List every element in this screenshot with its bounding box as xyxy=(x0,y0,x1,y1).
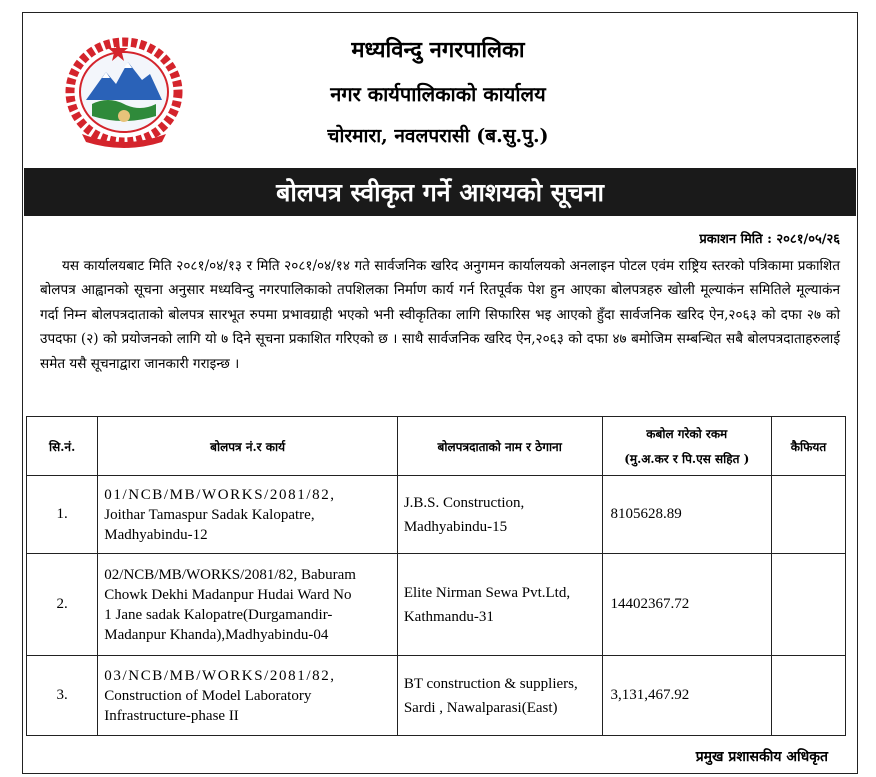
table-row xyxy=(27,656,846,736)
row-amount: 3,131,467.92 xyxy=(602,656,771,736)
header-bidder: बोलपत्रदाताको नाम र ठेगाना xyxy=(397,417,602,476)
header-amount xyxy=(602,417,771,476)
header-amount-line1: कबोल गरेको रकम xyxy=(646,427,728,441)
municipality-name: मध्यविन्दु नगरपालिका xyxy=(351,37,525,63)
row-amount: 8105628.89 xyxy=(602,476,771,554)
notice-body: यस कार्यालयबाट मिति २०८१/०४/१३ र मिति २०८१/०४/१४ गते सार्वजनिक खरिद अनुगमन कार्यालयको अनलाइन पोटल एवंम राष्ट्रिय स्तरको पत्रिकामा प्रकाशित बोलपत्र आह्वानको सूचना अनुसार मध्यविन्दु नगरपालिकाको तपशिलका निर्माण कार्य गर्न रितपूर्वक पेश हुन आएका बोलपत्रहरु खोली मूल्याकंन समितिले मूल्याकंन गर्दा निम्न बोलपत्रदाताको बोलपत्र सारभूत रुपमा प्रभावग्राही भएको भनी स्वीकृतिका लागि सिफारिस भइ आएको हुँदा सार्वजनिक खरिद ऐन,२०६३ को दफा २७ को उपदफा (२) को प्रयोजनको लागि यो ७ दिने सूचना प्रकाशित गरिएको छ । साथै सार्वजनिक खरिद ऐन,२०६३ को दफा ४७ बमोजिम सम्बन्धित सबै बोलपत्रदाताहरुलाई समेत यसै सूचनाद्वारा जानकारी गराइन्छ । xyxy=(40,258,840,372)
office-address: चोरमारा, नवलपरासी (ब.सु.पु.) xyxy=(327,125,549,147)
work-line: Madhyabindu-12 xyxy=(104,526,208,543)
header-work: बोलपत्र नं.र कार्य xyxy=(98,417,398,476)
publication-date: प्रकाशन मिति : २०८१/०५/२६ xyxy=(699,232,840,247)
notice-title: बोलपत्र स्वीकृत गर्ने आशयको सूचना xyxy=(276,178,604,207)
row-sn: 1. xyxy=(27,476,98,554)
row-bidder xyxy=(397,656,602,736)
row-remarks xyxy=(772,476,846,554)
office-name: नगर कार्यपालिकाको कार्यालय xyxy=(330,82,546,106)
header-remarks: कैफियत xyxy=(772,417,846,476)
header-amount-line2: (मु.अ.कर र पि.एस सहित ) xyxy=(624,452,750,466)
work-line: 01/NCB/MB/WORKS/2081/82, xyxy=(104,486,336,503)
row-bidder xyxy=(397,554,602,656)
table-row xyxy=(27,476,846,554)
row-work xyxy=(98,476,398,554)
row-work xyxy=(98,656,398,736)
work-line: 03/NCB/MB/WORKS/2081/82, xyxy=(104,667,336,684)
bidder-line: Elite Nirman Sewa Pvt.Ltd, xyxy=(403,584,571,601)
work-line: Infrastructure-phase II xyxy=(104,707,239,724)
bidder-line: Madhyabindu-15 xyxy=(403,518,508,535)
row-work xyxy=(98,554,398,656)
row-amount: 14402367.72 xyxy=(602,554,771,656)
row-bidder xyxy=(397,476,602,554)
row-remarks xyxy=(772,554,846,656)
work-line: Madanpur Khanda),Madhyabindu-04 xyxy=(104,626,329,643)
row-remarks xyxy=(772,656,846,736)
bidder-line: J.B.S. Construction, xyxy=(403,494,525,511)
work-line: Joithar Tamaspur Sadak Kalopatre, xyxy=(104,506,315,523)
work-line: 1 Jane sadak Kalopatre(Durgamandir- xyxy=(104,606,333,623)
work-line: 02/NCB/MB/WORKS/2081/82, Baburam xyxy=(104,566,356,583)
table-header-row xyxy=(27,417,846,476)
row-sn: 2. xyxy=(27,554,98,656)
row-sn: 3. xyxy=(27,656,98,736)
bidder-line: BT construction & suppliers, xyxy=(403,675,578,692)
table-row xyxy=(27,554,846,656)
bidder-line: Kathmandu-31 xyxy=(403,608,494,625)
notice-title-bar xyxy=(24,168,856,216)
work-line: Construction of Model Laboratory xyxy=(104,687,312,704)
bidder-line: Sardi , Nawalparasi(East) xyxy=(403,699,558,716)
work-line: Chowk Dekhi Madanpur Hudai Ward No xyxy=(104,586,352,603)
signatory-title: प्रमुख प्रशासकीय अधिकृत xyxy=(695,749,828,765)
tender-table xyxy=(26,416,846,736)
header-sn: सि.नं. xyxy=(27,417,98,476)
